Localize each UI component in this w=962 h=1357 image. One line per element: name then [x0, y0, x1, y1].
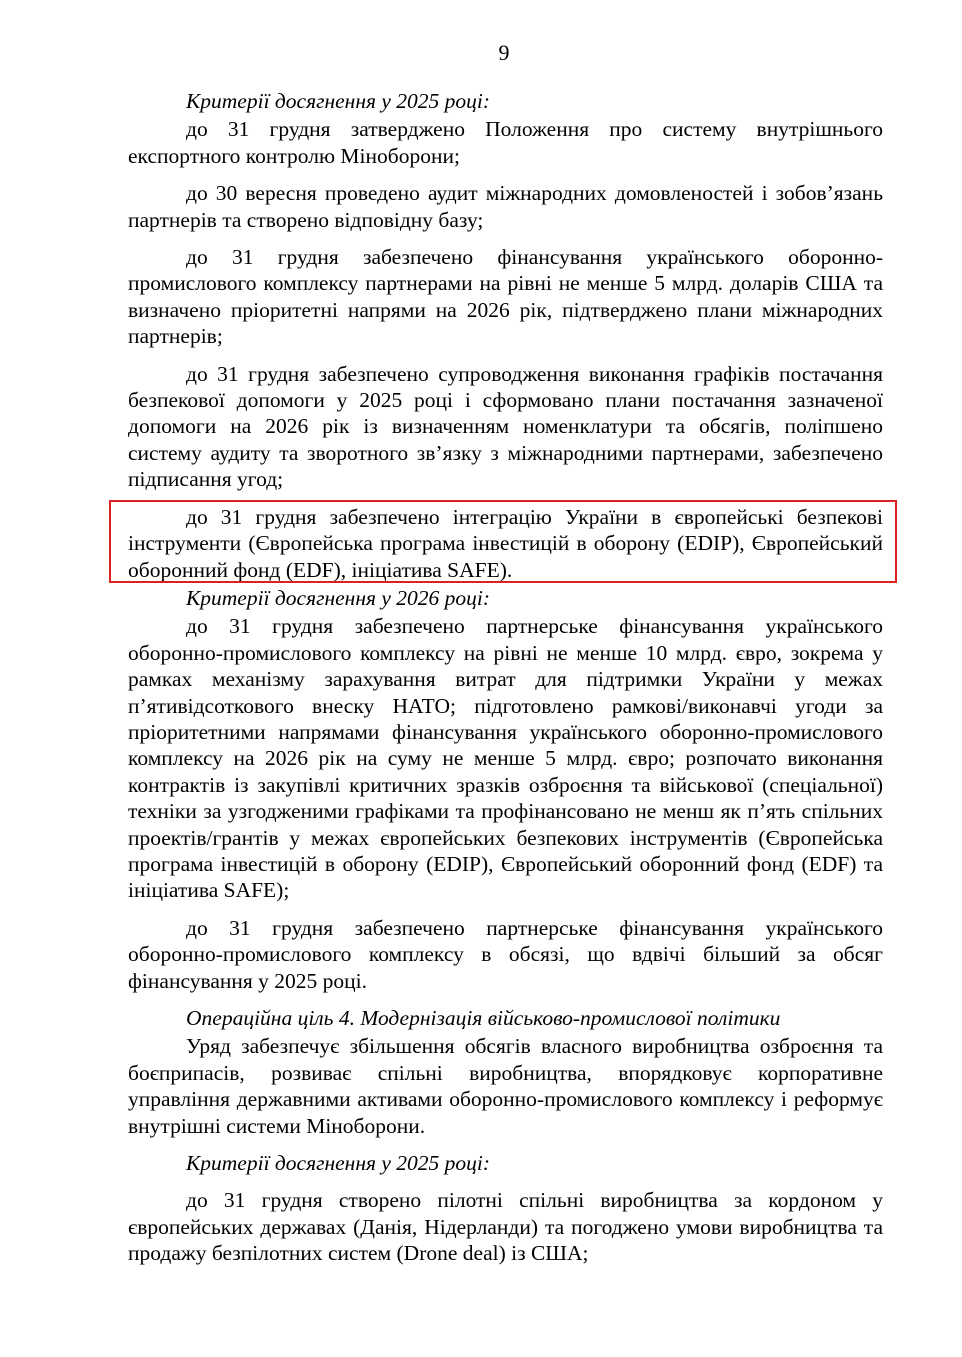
paragraph-government-production: Уряд забезпечує збільшення обсягів власного виробництва озброєння та боєприпасів, розвиває спільні виробництва, впорядковує корпоративне управління державними активами оборонно-промислового комплексу і реформує внутрішні системи Міноборони. — [128, 1034, 883, 1138]
paragraph-financing-5bn-usd: до 31 грудня забезпечено фінансування українського оборонно-промислового комплексу партнерами на рівні не менше 5 млрд. доларів США та визначено пріоритетні напрями на 2026 рік, підтверджено плани міжнародних партнерів; — [128, 245, 883, 349]
operational-goal-4-heading: Операційна ціль 4. Модернізація військово-промислової політики — [186, 1006, 781, 1030]
document-body — [128, 88, 883, 1278]
paragraph-joint-production-abroad: до 31 грудня створено пілотні спільні виробництва за кордоном у європейських державах (Данія, Нідерланди) та погоджено умови виробництва та продажу безпілотних систем (Drone deal) із США; — [128, 1188, 883, 1266]
paragraph-eu-integration-highlighted: до 31 грудня забезпечено інтеграцію України в європейські безпекові інструменти (Європейська програма інвестицій в оборону (EDIP), Європейський оборонний фонд (EDF), ініціатива SAFE). — [128, 504, 883, 582]
page-number: 9 — [498, 40, 510, 65]
criteria-heading-2025: Критерії досягнення у 2025 році: — [186, 89, 491, 113]
paragraph-export-control: до 31 грудня затверджено Положення про систему внутрішнього експортного контролю Міноборони; — [128, 117, 883, 168]
paragraph-financing-10bn-eur: до 31 грудня забезпечено партнерське фінансування українського оборонно-промислового комплексу на рівні не менше 10 млрд. євро, зокрема у рамках механізму зарахування витрат для підтримки України у межах п’ятивідсоткового внеску НАТО; підготовлено рамкові/виконавчі угоди за пріоритетними напрямами фінансування українського оборонно-промислового комплексу на 2026 рік на суму не менше 5 млрд. євро; розпочато виконання контрактів із закупівлі критичних зразків озброєння та військової (спеціальної) техніки за узгодженими графіками та профінансовано не менш як п’ять спільних проектів/грантів у межах європейських безпекових інструментів (Європейська програма інвестицій в оборону (EDIP), Європейський оборонний фонд (EDF) та ініціатива SAFE); — [128, 614, 883, 903]
paragraph-audit-agreements: до 30 вересня проведено аудит міжнародних домовленостей і зобов’язань партнерів та створено відповідну базу; — [128, 181, 883, 232]
criteria-heading-2025-goal4: Критерії досягнення у 2025 році: — [186, 1151, 491, 1176]
paragraph-financing-double: до 31 грудня забезпечено партнерське фінансування українського оборонно-промислового комплексу в обсязі, що вдвічі більший за обсяг фінансування у 2025 році. — [128, 915, 883, 993]
criteria-heading-2026: Критерії досягнення у 2026 році: — [186, 585, 491, 610]
paragraph-security-assistance: до 31 грудня забезпечено супроводження виконання графіків постачання безпекової допомоги у 2025 році і сформовано плани постачання зазначеної допомоги на 2026 рік із визначенням номенклатури та обсягів, поліпшено систему аудиту та зворотного зв’язку з міжнародними партнерами, забезпечено підписання угод; — [128, 361, 883, 492]
